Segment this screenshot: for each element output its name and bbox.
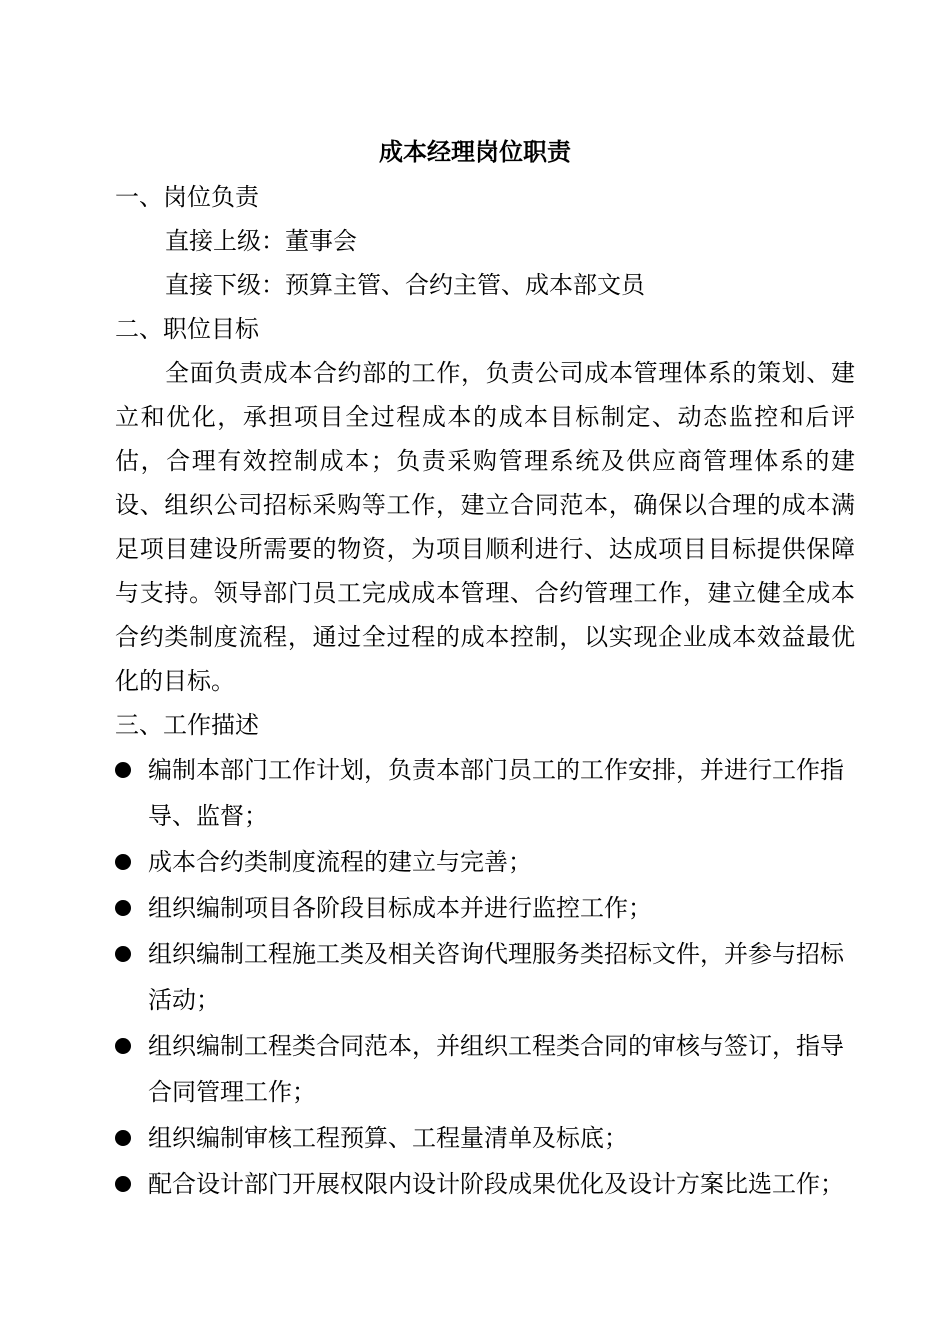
section-heading-objective: 二、职位目标 bbox=[115, 315, 259, 343]
list-item-text: 组织编制工程施工类及相关咨询代理服务类招标文件，并参与招标活动； bbox=[148, 940, 844, 1014]
objective-paragraph: 全面负责成本合约部的工作，负责公司成本管理体系的策划、建立和优化，承担项目全过程成本的成本目标制定、动态监控和后评估，合理有效控制成本；负责采购管理系统及供应商管理体系的建设、组织公司招标采购等工作，建立合同范本，确保以合理的成本满足项目建设所需要的物资，为项目顺利进行、达成项目目标提供保障与支持。领导部门员工完成成本管理、合约管理工作，建立健全成本合约类制度流程，通过全过程的成本控制，以实现企业成本效益最优化的目标。 bbox=[115, 359, 855, 695]
bullet-dot-icon bbox=[115, 1038, 131, 1054]
bullet-dot-icon bbox=[115, 900, 131, 916]
list-item-text: 编制本部门工作计划，负责本部门员工的工作安排，并进行工作指导、监督； bbox=[148, 756, 844, 830]
list-item bbox=[115, 747, 855, 839]
direct-subordinate: 直接下级：预算主管、合约主管、成本部文员 bbox=[165, 271, 645, 299]
document-body bbox=[115, 175, 855, 1207]
list-item bbox=[115, 931, 855, 1023]
list-item-text: 组织编制审核工程预算、工程量清单及标底； bbox=[148, 1124, 628, 1152]
direct-superior: 直接上级：董事会 bbox=[165, 227, 357, 255]
work-description-list bbox=[115, 747, 855, 1207]
list-item bbox=[115, 885, 855, 931]
bullet-dot-icon bbox=[115, 1176, 131, 1192]
list-item bbox=[115, 839, 855, 885]
list-item-text: 组织编制项目各阶段目标成本并进行监控工作； bbox=[148, 894, 652, 922]
list-item-text: 组织编制工程类合同范本，并组织工程类合同的审核与签订，指导合同管理工作； bbox=[148, 1032, 844, 1106]
list-item bbox=[115, 1023, 855, 1115]
list-item-text: 配合设计部门开展权限内设计阶段成果优化及设计方案比选工作； bbox=[148, 1170, 844, 1198]
list-item bbox=[115, 1161, 855, 1207]
section-heading-description: 三、工作描述 bbox=[115, 711, 259, 739]
list-item bbox=[115, 1115, 855, 1161]
bullet-dot-icon bbox=[115, 762, 131, 778]
bullet-dot-icon bbox=[115, 946, 131, 962]
section-heading-responsibility: 一、岗位负责 bbox=[115, 183, 259, 211]
bullet-dot-icon bbox=[115, 854, 131, 870]
list-item-text: 成本合约类制度流程的建立与完善； bbox=[148, 848, 532, 876]
page-title: 成本经理岗位职责 bbox=[379, 137, 571, 166]
bullet-dot-icon bbox=[115, 1130, 131, 1146]
